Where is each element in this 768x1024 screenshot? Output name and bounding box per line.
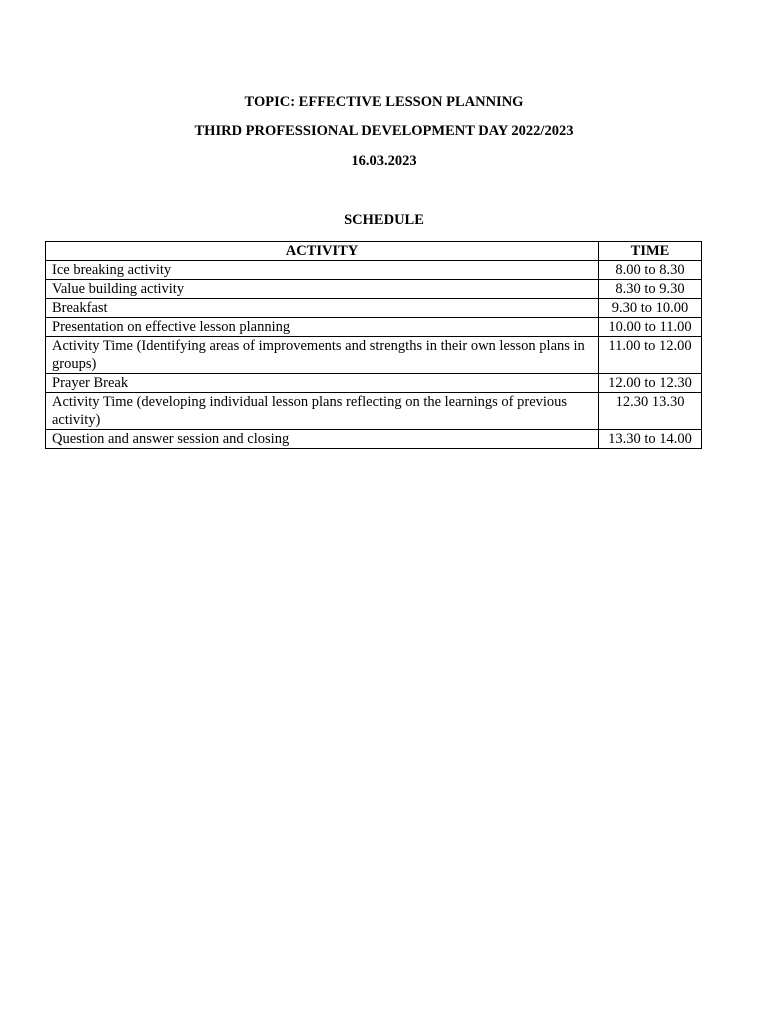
- activity-column-header: ACTIVITY: [46, 242, 599, 261]
- table-row: [46, 337, 702, 374]
- activity-cell: Presentation on effective lesson planning: [46, 318, 599, 337]
- table-row: [46, 430, 702, 449]
- time-cell: 11.00 to 12.00: [599, 337, 702, 374]
- event-date: 16.03.2023: [351, 153, 417, 169]
- time-cell: 12.30 13.30: [599, 393, 702, 430]
- table-row: [46, 318, 702, 337]
- table-row: [46, 261, 702, 280]
- event-title: THIRD PROFESSIONAL DEVELOPMENT DAY 2022/2023: [194, 123, 574, 139]
- activity-cell: Ice breaking activity: [46, 261, 599, 280]
- time-cell: 13.30 to 14.00: [599, 430, 702, 449]
- table-row: [46, 280, 702, 299]
- activity-cell: Activity Time (Identifying areas of improvements and strengths in their own lesson plans in groups): [46, 337, 599, 374]
- table-row: [46, 393, 702, 430]
- activity-cell: Value building activity: [46, 280, 599, 299]
- time-cell: 9.30 to 10.00: [599, 299, 702, 318]
- time-cell: 8.30 to 9.30: [599, 280, 702, 299]
- table-header-row: [46, 242, 702, 261]
- time-cell: 8.00 to 8.30: [599, 261, 702, 280]
- schedule-title: SCHEDULE: [344, 212, 424, 228]
- activity-cell: Activity Time (developing individual lesson plans reflecting on the learnings of previous activity): [46, 393, 599, 430]
- document-topic: TOPIC: EFFECTIVE LESSON PLANNING: [244, 94, 524, 110]
- activity-cell: Question and answer session and closing: [46, 430, 599, 449]
- time-cell: 12.00 to 12.30: [599, 374, 702, 393]
- time-cell: 10.00 to 11.00: [599, 318, 702, 337]
- activity-cell: Prayer Break: [46, 374, 599, 393]
- table-row: [46, 374, 702, 393]
- activity-cell: Breakfast: [46, 299, 599, 318]
- schedule-table: [45, 241, 702, 449]
- table-row: [46, 299, 702, 318]
- time-column-header: TIME: [599, 242, 702, 261]
